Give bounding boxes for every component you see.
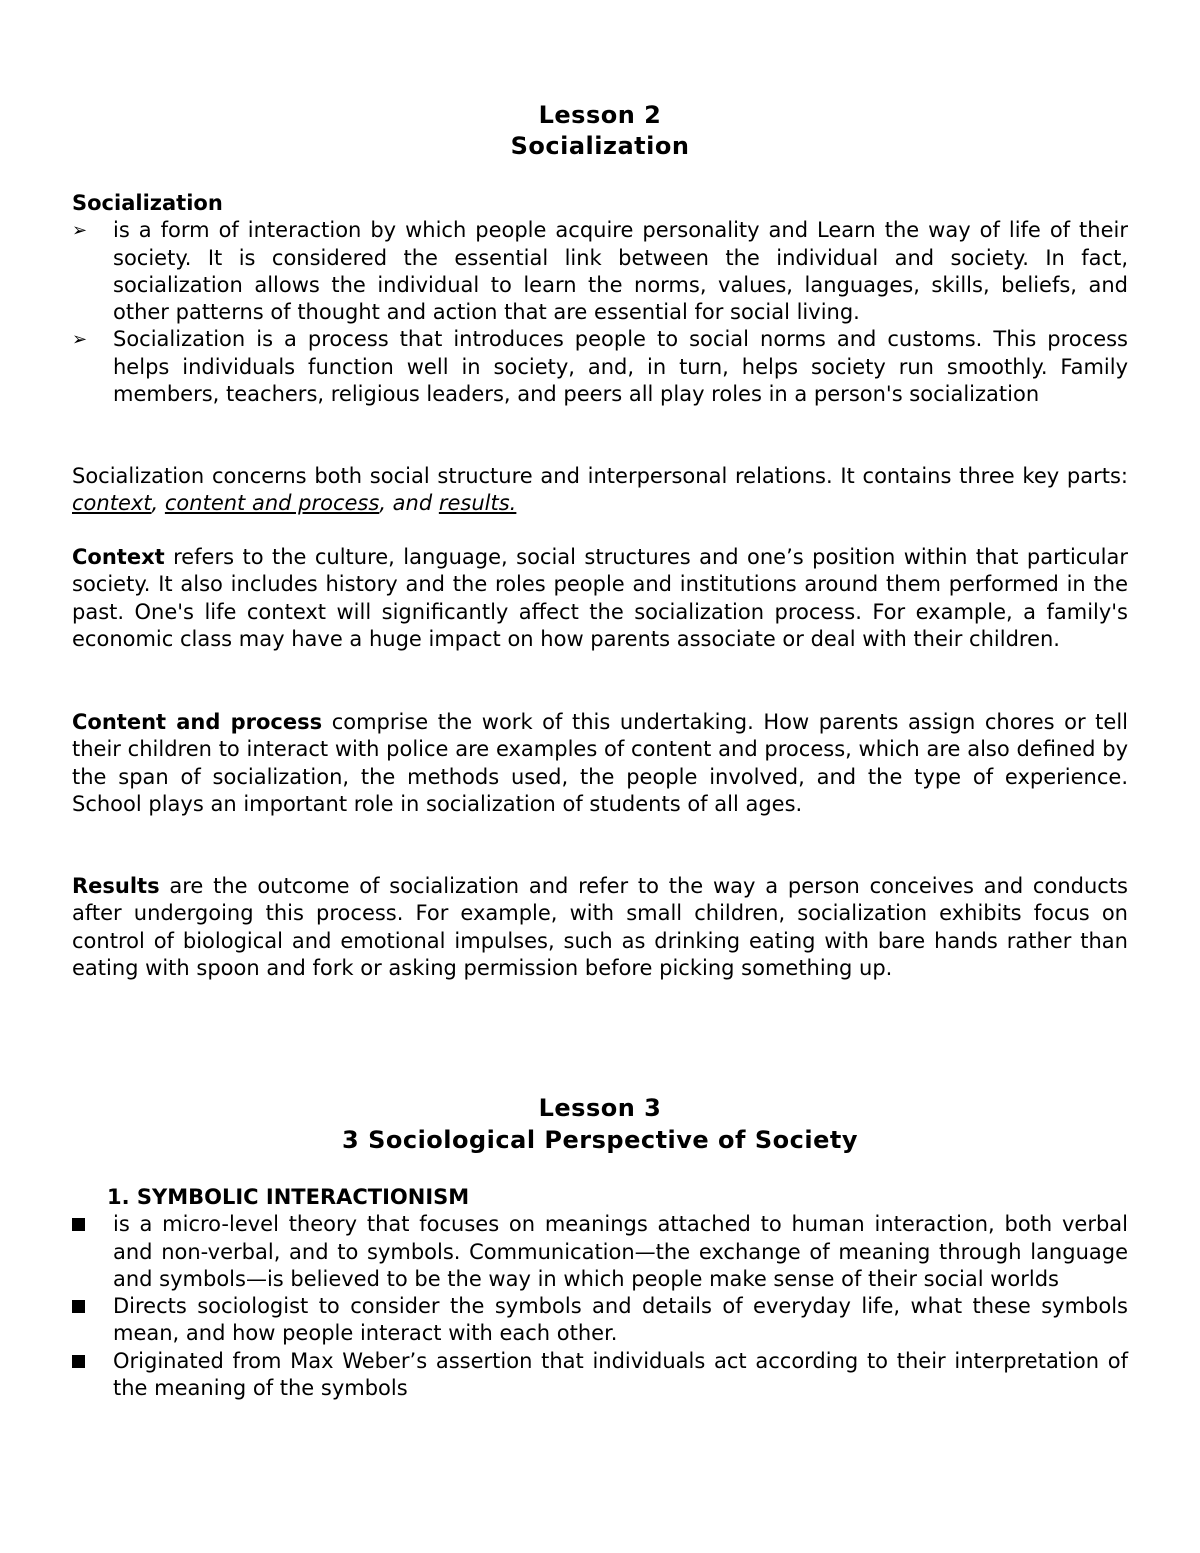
paragraph-text: refers to the culture, language, social structures and one’s position within that particular society. It also includes history and the roles people and institutions around them performed in the past. One's life context will significantly affect the socialization process. For example, a family's economic class may have a huge impact on how parents associate or deal with their children.	[72, 545, 1128, 651]
lesson-2-label: Lesson 2	[538, 101, 662, 129]
list-item-text: is a micro-level theory that focuses on meanings attached to human interaction, both verbal and non-verbal, and to symbols. Communication—the exchange of meaning through language and symbols—is believed to be the way in which people make sense of their social worlds	[113, 1212, 1128, 1291]
list-item-text: Originated from Max Weber’s assertion that individuals act according to their interpretation of the meaning of the symbols	[113, 1348, 1128, 1401]
separator: , and	[379, 491, 439, 516]
section-heading: 1. SYMBOLIC INTERACTIONISM	[107, 1185, 470, 1209]
list-item-text: Directs sociologist to consider the symbols and details of everyday life, what these symbols mean, and how people interact with each other.	[113, 1294, 1128, 1346]
list-item	[72, 326, 1128, 408]
results-paragraph	[72, 873, 1128, 982]
content-paragraph	[72, 709, 1128, 818]
list-item	[72, 1211, 1128, 1293]
square-bullet-icon	[72, 1355, 85, 1368]
term-results: Results	[72, 874, 160, 898]
list-item	[72, 217, 1128, 326]
list-item	[72, 1293, 1128, 1348]
intro-text: Socialization concerns both social structure and interpersonal relations. It contains three key parts:	[72, 464, 1128, 488]
square-bullet-icon	[72, 1218, 85, 1231]
symbolic-section	[72, 1184, 1128, 1402]
lesson-3-label: Lesson 3	[538, 1094, 662, 1122]
socialization-section	[72, 190, 1128, 408]
paragraph-text: comprise the work of this undertaking. How parents assign chores or tell their children to interact with police are examples of content and process, which are also defined by the span of socialization, the methods used, the people involved, and the type of experience. School plays an important role in socialization of students of all ages.	[72, 710, 1128, 816]
lesson-2-title: Socialization	[510, 132, 690, 160]
square-bullet-icon	[72, 1300, 85, 1313]
section-heading: Socialization	[72, 191, 223, 215]
term-content: Content and process	[72, 710, 323, 734]
key-part-results: results.	[438, 491, 517, 516]
list-item-text: is a form of interaction by which people acquire personality and Learn the way of life of their society. It is considered the essential link between the individual and society. In fact, socialization allows the individual to learn the norms, values, languages, skills, beliefs, and other patterns of thought and action that are essential for social living.	[113, 218, 1128, 325]
intro-paragraph	[72, 463, 1128, 518]
lesson-3-title: 3 Sociological Perspective of Society	[342, 1126, 858, 1154]
term-context: Context	[72, 545, 165, 569]
key-part-context: context	[72, 491, 152, 516]
list-item-text: Socialization is a process that introduces people to social norms and customs. This process helps individuals function well in society, and, in turn, helps society run smoothly. Family members, teachers, religious leaders, and peers all play roles in a person's socialization	[113, 327, 1128, 407]
arrow-bullet-icon: ➢	[72, 220, 88, 242]
paragraph-text: are the outcome of socialization and refer to the way a person conceives and conducts after undergoing this process. For example, with small children, socialization exhibits focus on control of biological and emotional impulses, such as drinking eating with bare hands rather than eating with spoon and fork or asking permission before picking something up.	[72, 874, 1128, 980]
list-item	[72, 1348, 1128, 1403]
separator: ,	[151, 491, 165, 516]
arrow-bullet-icon: ➢	[72, 329, 88, 351]
key-part-content: content and process	[164, 491, 380, 516]
context-paragraph	[72, 544, 1128, 653]
